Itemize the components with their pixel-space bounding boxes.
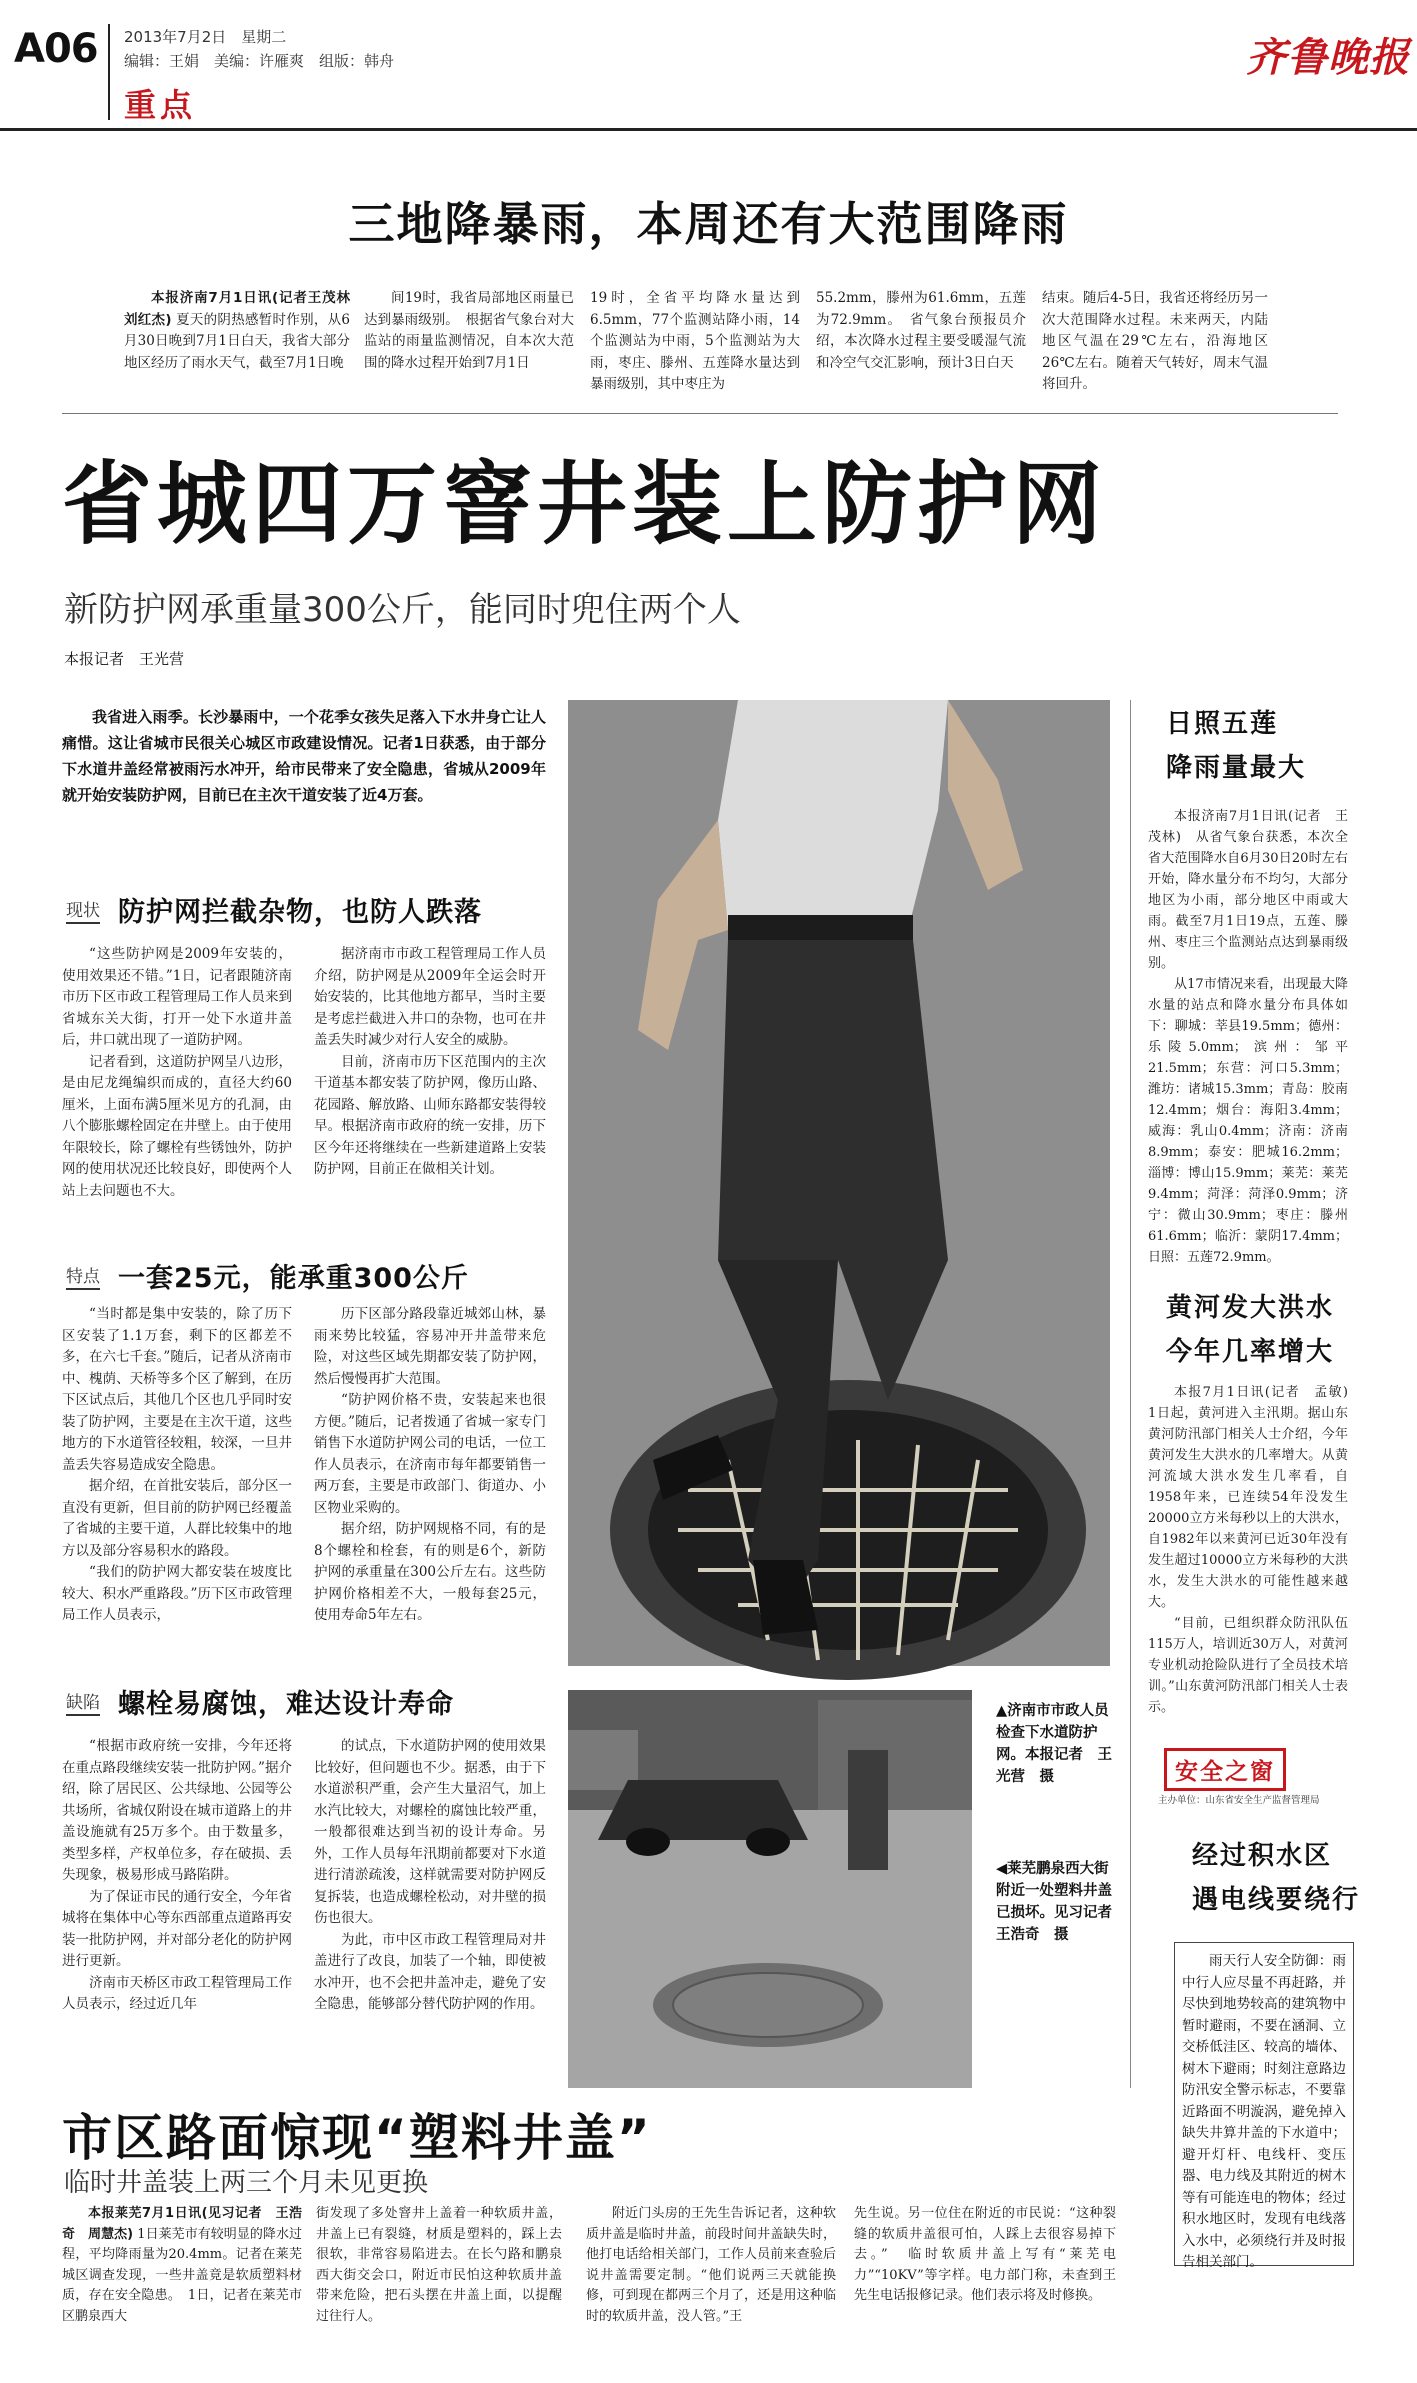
s1-left-col: “这些防护网是2009年安装的，使用效果还不错。”1日，记者跟随济南市历下区市政工程管理局工作人员来到省城东关大街，打开一处下水道井盖后，井口就出现了一道防护网。 记者看到，这道防护网呈八边形，是由尼龙绳编织而成的，直径大约60厘米，上面布满5厘米见方的孔洞，由八个膨胀螺栓固定在井壁上。由于使用年限较长，除了螺栓有些锈蚀外，防护网的使用状况还比较良好，即使两个人站上去问题也不大。 [62,946,292,1199]
safety-body-box [1174,1942,1354,2270]
photo1-caption: ▲济南市市政人员检查下水道防护网。本报记者 王光营 摄 [996,1703,1112,1785]
s1-right-col: 据济南市市政工程管理局工作人员介绍，防护网是从2009年全运会时开始安装的，比其他地方都早，当时主要是考虑拦截进入井口的杂物，也可在井盖丢失时减少对行人安全的威胁。 目前，济南市历下区范围内的主次干道基本都安装了防护网，像历山路、花园路、解放路、山师东路都安装得较早。根据济南市政府的统一安排，历下区今年还将继续在一些新建道路上安装防护网，目前正在做相关计划。 [314,946,546,1177]
safety-window-sponsor: 主办单位：山东省安全生产监督管理局 [1158,1795,1320,1806]
sidebar-story2-title: 黄河发大洪水 今年几率增大 [1166,1293,1335,1367]
photo2-caption: ◀莱芜鹏泉西大街附近一处塑料井盖已损坏。见习记者 王浩奇 摄 [996,1861,1127,1943]
bottom-col-1 [62,2204,302,2354]
section1-title: 防护网拦截杂物，也防人跌落 [118,897,482,928]
safety-body: 雨天行人安全防御：雨中行人应尽量不再赶路，并尽快到地势较高的建筑物中暂时避雨，不要在涵洞、立交桥低洼区、较高的墙体、树木下避雨；时刻注意路边防汛安全警示标志，不要靠近路面不明漩涡，避免掉入缺失井算井盖的下水道中；避开灯杆、电线杆、变压器、电力线及其附近的树木等有可能连电的物体；经过积水地区时，发现有电线落入水中，必须绕行并及时报告相关部门。 [1182,1953,1346,2270]
street-cover-photo [568,1690,972,2088]
s2-left-col: “当时都是集中安装的，除了历下区安装了1.1万套，剩下的区都差不多，在六七千套。”随后，记者从济南市中、槐荫、天桥等多个区了解到，在历下区试点后，其他几个区也几乎同时安装了防护网，主要是在主次干道，这些地方的下水道管径较粗，较深，一旦井盖丢失容易造成安全隐患。 据介绍，在首批安装后，部分区一直没有更新，但目前的防护网已经覆盖了省城的主要干道，人群比较集中的地方以及部分容易积水的路段。 “我们的防护网大都安装在坡度比较大、积水严重路段。”历下区市政管理局工作人员表示， [62,1306,292,1623]
rain-col-5 [1042,288,1268,410]
sidebar-story2-body: 本报7月1日讯(记者 孟敏) 1日起，黄河进入主汛期。据山东黄河防汛部门相关人士介绍，今年黄河发生大洪水的几率增大。从黄河流域大洪水发生几率看，自1958年来，已连续54年没发生20000立方米每秒以上的大洪水，自1982年以来黄河已近30年没有发生超过10000立方米每秒的大洪水，发生大洪水的可能性越来越大。 “目前，已组织群众防汛队伍115万人，培训近30万人，对黄河专业机动抢险队进行了全员技术培训。”山东黄河防汛部门相关人士表示。 [1148,1385,1362,1715]
rain-text-4: 55.2mm，滕州为61.6mm，五莲为72.9mm。 省气象台预报员介绍，本次降水过程主要受暖湿气流和冷空气交汇影响，预计3日白天 [816,290,1026,371]
rain-byline: 王茂林 刘红杰) [124,290,364,328]
manhole-scene-art [568,700,1110,1666]
s3-right-col: 的试点，下水道防护网的使用效果比较好，但问题也不少。据悉，由于下水道淤积严重，会产生大量沼气，加上水汽比较大，对螺栓的腐蚀比较严重，一般都很难达到当初的设计寿命。另外，工作人员每年汛期前都要对下水道进行清淤疏浚，这样就需要对防护网反复拆装，也造成螺栓松动，对井壁的损伤也很大。 为此，市中区市政工程管理局对井盖进行了改良，加装了一个轴，即使被水冲开，也不会把井盖冲走，避免了安全隐患，能够部分替代防护网的作用。 [314,1738,546,2012]
safety-window-logo: 安全之窗 [1164,1748,1286,1791]
bottom-subhead: 临时井盖装上两三个月未见更换 [64,2168,429,2198]
section2-head [66,1256,469,1295]
section2-title: 一套25元，能承重300公斤 [118,1263,469,1294]
main-headline: 省城四万窨井装上防护网 [62,452,1107,557]
rain-col-3 [590,288,800,410]
main-intro: 我省进入雨季。长沙暴雨中，一个花季女孩失足落入下水井身亡让人痛惜。这让省城市民很关心城区市政建设情况。记者1日获悉，由于部分下水道井盖经常被雨污水冲开，给市民带来了安全隐患，省城从2009年就开始安装防护网，目前已在主次干道安装了近4万套。 [62,708,546,804]
section1-head [66,890,482,929]
bottom-text-2: 街发现了多处窨井上盖着一种软质井盖，井盖上已有裂缝，材质是塑料的，踩上去很软，非常容易陷进去。在长勺路和鹏泉西大街交会口，附近市民怕这种软质井盖带来危险，把石头摆在井盖上面，以提醒过往行人。 [316,2206,562,2324]
rain-rule [62,413,1338,414]
manhole-net-photo [568,700,1110,1666]
s3-left-col: “根据市政府统一安排，今年还将在重点路段继续安装一批防护网。”据介绍，除了居民区、公共绿地、公园等公共场所，省城仅附设在城市道路上的井盖设施就有25万多个。由于数量多，类型多样，产权单位多，存在破损、丢失现象，极易形成马路陷阱。 为了保证市民的通行安全，今年省城将在集体中心等东西部重点道路再安装一批防护网，并对部分老化的防护网进行更新。 济南市天桥区市政工程管理局工作人员表示，经过近几年 [62,1738,292,2012]
editor-credits: 编辑：王娟 美编：许雁爽 组版：韩舟 [124,52,395,70]
page-number: A06 [14,26,98,72]
bottom-text-1: 1日莱芜市有较明显的降水过程，平均降雨量为20.4mm。记者在莱芜城区调查发现，一些井盖竟是软质塑料材质，存在安全隐患。 1日，记者在莱芜市区鹏泉西大 [62,2226,302,2324]
rain-lead: 本报济南7月1日讯(记者 [151,290,308,306]
section-label: 重点 [124,86,197,124]
section3-title: 螺栓易腐蚀，难达设计寿命 [118,1689,454,1720]
bottom-col-2 [316,2204,562,2354]
rain-text-3: 19时，全省平均降水量达到6.5mm，77个监测站降小雨，14个监测站为中雨，5个监测站为大雨，枣庄、滕州、五莲降水量达到暴雨级别，其中枣庄为 [590,290,800,392]
sidebar-divider [1130,700,1131,2088]
bottom-text-4: 先生说。另一位住在附近的市民说：“这种裂缝的软质井盖很可怕，人踩上去很容易掉下去。” 临时软质井盖上写有“莱芜电力”“10KV”等字样。电力部门称，未查到王先生电话报修记录。他们表示将及时修换。 [854,2206,1116,2303]
section1-tag: 现状 [66,896,100,924]
section2-tag: 特点 [66,1262,100,1290]
rain-col-2 [364,288,574,410]
sidebar-story1-title: 日照五莲 降雨量最大 [1166,709,1307,783]
newspaper-logo: 齐鲁晚报 [1246,34,1410,81]
sidebar-story1-body: 本报济南7月1日讯(记者 王茂林) 从省气象台获悉，本次全省大范围降水自6月30日20时左右开始，降水量分布不均匀，大部分地区为小雨，部分地区中雨或大雨。截至7月1日19点，五莲、滕州、枣庄三个监测站点达到暴雨级别。 从17市情况来看，出现最大降水量的站点和降水量分布具体如下：聊城：莘县19.5mm；德州：乐陵5.0mm；滨州：邹平21.5mm；东营：河口5.3mm；潍坊：诸城15.3mm；青岛：胶南12.4mm；烟台：海阳3.4mm；威海：乳山0.4mm；济南：济南8.9mm；泰安：肥城16.2mm；淄博：博山15.9mm；莱芜：莱芜9.4mm；菏泽：菏泽0.9mm；济宁：微山30.9mm；枣庄：滕州61.6mm；临沂：蒙阴17.4mm；日照：五莲72.9mm。 [1148,809,1348,1265]
bottom-headline: 市区路面惊现“塑料井盖” [62,2109,652,2167]
issue-date: 2013年7月2日 星期二 [124,28,287,46]
street-scene-art [568,1690,972,2088]
section3-tag: 缺陷 [66,1688,100,1716]
rain-text-5: 结束。随后4-5日，我省还将经历另一次大范围降水过程。未来两天，内陆地区气温在29℃左右，沿海地区26℃左右。随着天气转好，周末气温将回升。 [1042,290,1268,392]
main-subhead: 新防护网承重量300公斤，能同时兜住两个人 [64,590,741,630]
rain-headline: 三地降暴雨，本周还有大范围降雨 [348,197,1069,251]
safety-title: 经过积水区 遇电线要绕行 [1192,1841,1361,1915]
masthead-divider [108,24,110,120]
bottom-lead: 本报莱芜7月1日讯(见习记者 王浩奇 周慧杰) [62,2206,302,2242]
safety-window-box [1158,1748,1354,1808]
s2-right-col: 历下区部分路段靠近城郊山林，暴雨来势比较猛，容易冲开井盖带来危险，对这些区域先期都安装了防护网，然后慢慢再扩大范围。 “防护网价格不贵，安装起来也很方便。”随后，记者拨通了省城一家专门销售下水道防护网公司的电话，一位工作人员表示，在济南市每年都要销售一两万套，主要是市政部门、街道办、小区物业采购的。 据介绍，防护网规格不同，有的是8个螺栓和栓套，有的则是6个，新防护网的承重量在300公斤左右。这些防护网价格相差不大，一般每套25元，使用寿命5年左右。 [314,1306,546,1623]
bottom-col-4 [854,2204,1116,2354]
main-byline: 本报记者 王光营 [64,650,185,668]
rain-text-1: 夏天的阴热感暂时作别，从6月30日晚到7月1日白天，我省大部分地区经历了雨水天气，截至7月1日晚 [124,311,351,371]
rain-col-4 [816,288,1026,410]
rain-col-1 [124,288,364,410]
section3-head [66,1682,454,1721]
bottom-col-3 [586,2204,836,2354]
rain-text-2: 间19时，我省局部地区雨量已达到暴雨级别。 根据省气象台对大监站的雨量监测情况，自本次大范围的降水过程开始到7月1日 [364,290,574,371]
masthead-rule [0,128,1417,131]
bottom-text-3: 附近门头房的王先生告诉记者，这种软质井盖是临时井盖，前段时间井盖缺失时，他打电话给相关部门，工作人员前来查验后说井盖需要定制。“他们说两三天就能换修，可到现在都两三个月了，还是用这种临时的软质井盖，没人管。”王 [586,2206,836,2324]
